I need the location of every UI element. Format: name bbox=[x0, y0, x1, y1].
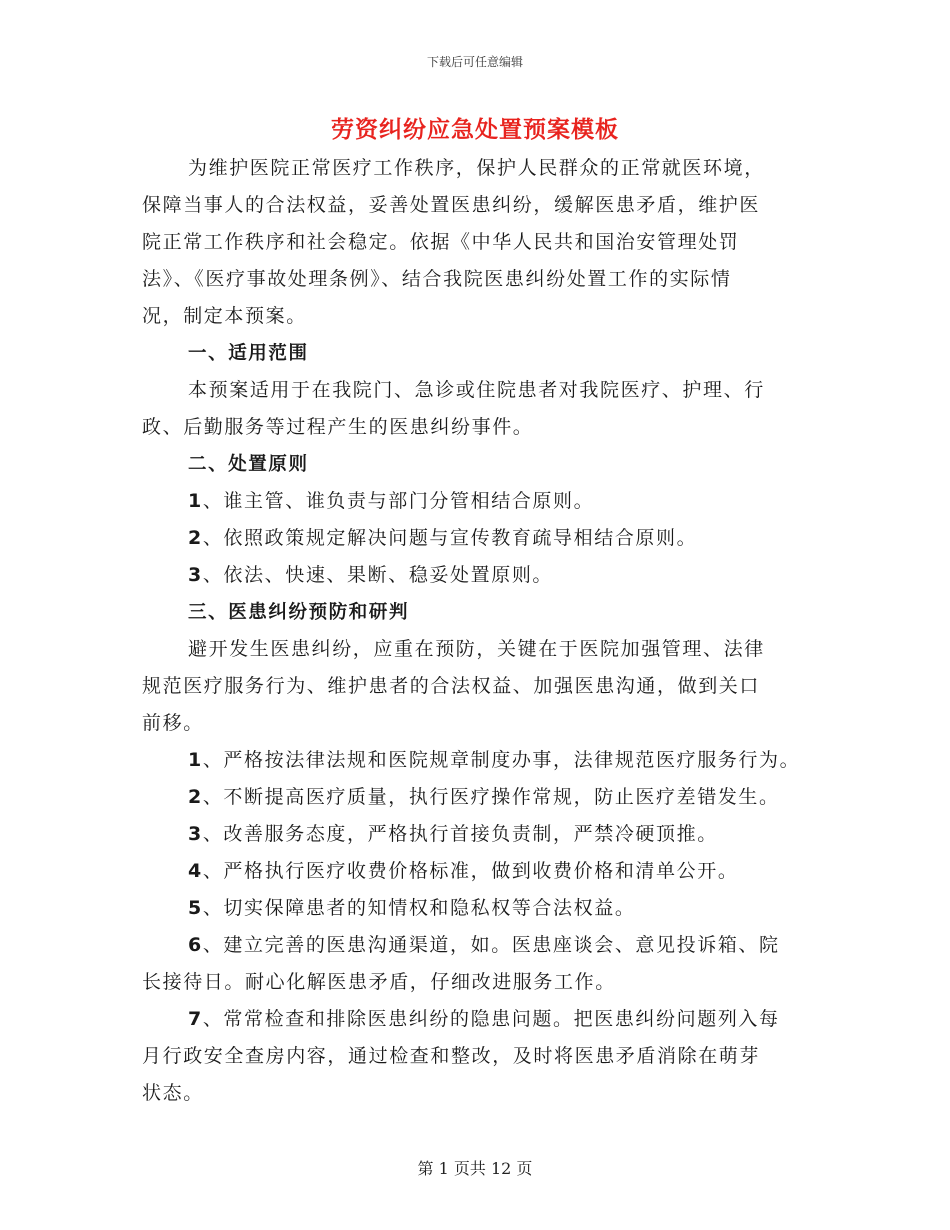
intro-line: 为维护医院正常医疗工作秩序，保护人民群众的正常就医环境， bbox=[188, 157, 765, 179]
document-title: 劳资纠纷应急处置预案模板 bbox=[331, 116, 619, 143]
item-text: 、不断提高医疗质量，执行医疗操作常规，防止医疗差错发生。 bbox=[202, 786, 780, 808]
header-note: 下载后可任意编辑 bbox=[426, 55, 523, 69]
list-item bbox=[142, 557, 832, 594]
item-number: 1 bbox=[188, 749, 203, 771]
section3-line: 避开发生医患纠纷，应重在预防，关键在于医院加强管理、法律 bbox=[188, 638, 765, 660]
list-item bbox=[142, 816, 832, 853]
list-item bbox=[142, 1001, 832, 1038]
list-item bbox=[142, 853, 832, 890]
item-number: 6 bbox=[188, 934, 203, 956]
section1-line: 本预案适用于在我院门、急诊或住院患者对我院医疗、护理、行 bbox=[188, 379, 765, 401]
list-item bbox=[142, 927, 832, 964]
list-item bbox=[142, 520, 832, 557]
intro-line: 况，制定本预案。 bbox=[142, 305, 307, 327]
item-number: 1 bbox=[188, 490, 203, 512]
section3-line: 规范医疗服务行为、维护患者的合法权益、加强医患沟通，做到关口 bbox=[142, 675, 761, 697]
item-number: 5 bbox=[188, 897, 203, 919]
item-text: 、改善服务态度，严格执行首接负责制，严禁冷硬顶推。 bbox=[202, 823, 718, 845]
section1-line: 政、后勤服务等过程产生的医患纠纷事件。 bbox=[142, 416, 534, 438]
item-number: 4 bbox=[188, 860, 203, 882]
item-text: 、依照政策规定解决问题与宣传教育疏导相结合原则。 bbox=[202, 527, 698, 549]
list-item bbox=[142, 742, 832, 779]
list-item-continuation: 状态。 bbox=[142, 1082, 204, 1104]
item-number: 3 bbox=[188, 564, 203, 586]
section-heading-prevention: 三、医患纠纷预防和研判 bbox=[188, 602, 410, 623]
item-text: 、依法、快速、果断、稳妥处置原则。 bbox=[202, 564, 554, 586]
page-number: 第 1 页共 12 页 bbox=[417, 1159, 533, 1178]
list-item-continuation: 月行政安全查房内容，通过检查和整改，及时将医患矛盾消除在萌芽 bbox=[142, 1045, 761, 1067]
item-text: 、严格按法律法规和医院规章制度办事，法律规范医疗服务行为。 bbox=[202, 749, 801, 771]
item-text: 、常常检查和排除医患纠纷的隐患问题。把医患纠纷问题列入每 bbox=[202, 1008, 780, 1030]
section3-line: 前移。 bbox=[142, 712, 204, 734]
list-item bbox=[142, 779, 832, 816]
item-text: 、谁主管、谁负责与部门分管相结合原则。 bbox=[202, 490, 595, 512]
list-item bbox=[142, 483, 832, 520]
item-number: 2 bbox=[188, 527, 203, 549]
item-text: 、严格执行医疗收费价格标准，做到收费价格和清单公开。 bbox=[202, 860, 739, 882]
item-number: 3 bbox=[188, 823, 203, 845]
item-number: 7 bbox=[188, 1008, 203, 1030]
section-heading-scope: 一、适用范围 bbox=[188, 343, 309, 364]
item-number: 2 bbox=[188, 786, 203, 808]
item-text: 、切实保障患者的知情权和隐私权等合法权益。 bbox=[202, 897, 636, 919]
item-text: 、建立完善的医患沟通渠道，如。医患座谈会、意见投诉箱、院 bbox=[202, 934, 780, 956]
intro-line: 保障当事人的合法权益，妥善处置医患纠纷，缓解医患矛盾，维护医 bbox=[142, 194, 761, 216]
intro-line: 院正常工作秩序和社会稳定。依据《中华人民共和国治安管理处罚 bbox=[142, 231, 740, 253]
document-body bbox=[142, 150, 832, 1112]
intro-line: 法》、《医疗事故处理条例》、结合我院医患纠纷处置工作的实际情 bbox=[142, 268, 732, 290]
list-item-continuation: 长接待日。耐心化解医患矛盾，仔细改进服务工作。 bbox=[142, 971, 616, 993]
list-item bbox=[142, 890, 832, 927]
section-heading-principles: 二、处置原则 bbox=[188, 454, 309, 475]
